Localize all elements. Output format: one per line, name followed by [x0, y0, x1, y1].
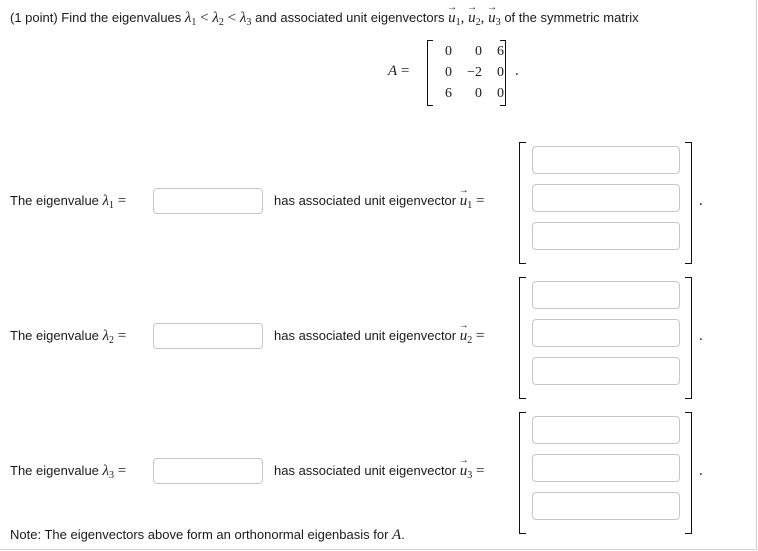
note-symbol: A: [392, 527, 402, 543]
eigenvalue-2-input[interactable]: [153, 323, 263, 349]
eigenvector-list: → $u_1$, → $u_2$, → $u_3$: [448, 10, 504, 26]
eigenvalue-3-input[interactable]: [153, 458, 263, 484]
matrix-cell: 0: [445, 65, 452, 80]
eigenvector-3-component-3-input[interactable]: [532, 492, 680, 520]
eigenvector-3-component-2-input[interactable]: [532, 454, 680, 482]
eigenvector-1-left-bracket: [519, 142, 526, 264]
eigenvector-2-left-bracket: [519, 277, 526, 399]
eigenvector-1-component-3-input[interactable]: [532, 222, 680, 250]
eigenvalue-ordering: $\lambda_1 < \lambda_2 < \lambda_3$: [184, 10, 252, 28]
matrix-cell: 6: [445, 86, 452, 101]
eigenvector-3-right-bracket: [685, 412, 692, 534]
matrix-grid: [432, 41, 506, 104]
eigenvalue-2-label: The eigenvalue $\lambda_2$ =: [10, 328, 127, 346]
intro-prefix: (1 point) Find the eigenvalues: [10, 10, 182, 25]
eigenvalue-1-label: The eigenvalue $\lambda_1$ =: [10, 193, 127, 211]
matrix-right-bracket: [500, 40, 506, 106]
eigenvalue-1-input[interactable]: [153, 188, 263, 214]
eigenvalue-3-label: The eigenvalue $\lambda_3$ =: [10, 463, 127, 481]
matrix-cell: 0: [475, 44, 482, 59]
problem-statement: [10, 10, 639, 28]
matrix-cell: 0: [497, 86, 504, 101]
eigenvector-2-component-1-input[interactable]: [532, 281, 680, 309]
matrix-cell: 0: [445, 44, 452, 59]
matrix-cell: 0: [497, 65, 504, 80]
eigenvector-2-component-3-input[interactable]: [532, 357, 680, 385]
eigenvector-1-component-1-input[interactable]: [532, 146, 680, 174]
eigenvector-3-component-1-input[interactable]: [532, 416, 680, 444]
eigenvector-2-component-2-input[interactable]: [532, 319, 680, 347]
eigenvector-1-component-2-input[interactable]: [532, 184, 680, 212]
intro-mid: and associated unit eigenvectors: [255, 10, 445, 25]
note: Note: The eigenvectors above form an orthonormal eigenbasis for A.: [10, 527, 405, 543]
matrix-cell: 6: [497, 44, 504, 59]
matrix-period: .: [515, 63, 519, 79]
eigenvector-3-left-bracket: [519, 412, 526, 534]
eigenvector-3-period: .: [699, 463, 703, 479]
eigenvector-1-label: has associated unit eigenvector → $u_1$ =: [274, 193, 484, 211]
eigenvector-1-period: .: [699, 193, 703, 209]
matrix-cell: 0: [475, 86, 482, 101]
matrix-cell: −2: [467, 65, 482, 80]
note-text: Note: The eigenvectors above form an orthonormal eigenbasis for: [10, 527, 389, 542]
matrix-label: A =: [388, 63, 410, 79]
eigenvector-1-right-bracket: [685, 142, 692, 264]
eigenvector-2-period: .: [699, 328, 703, 344]
eigenvector-2-label: has associated unit eigenvector → $u_2$ =: [274, 328, 484, 346]
eigenvector-3-label: has associated unit eigenvector → $u_3$ =: [274, 463, 484, 481]
intro-suffix: of the symmetric matrix: [504, 10, 639, 25]
eigenvector-2-right-bracket: [685, 277, 692, 399]
